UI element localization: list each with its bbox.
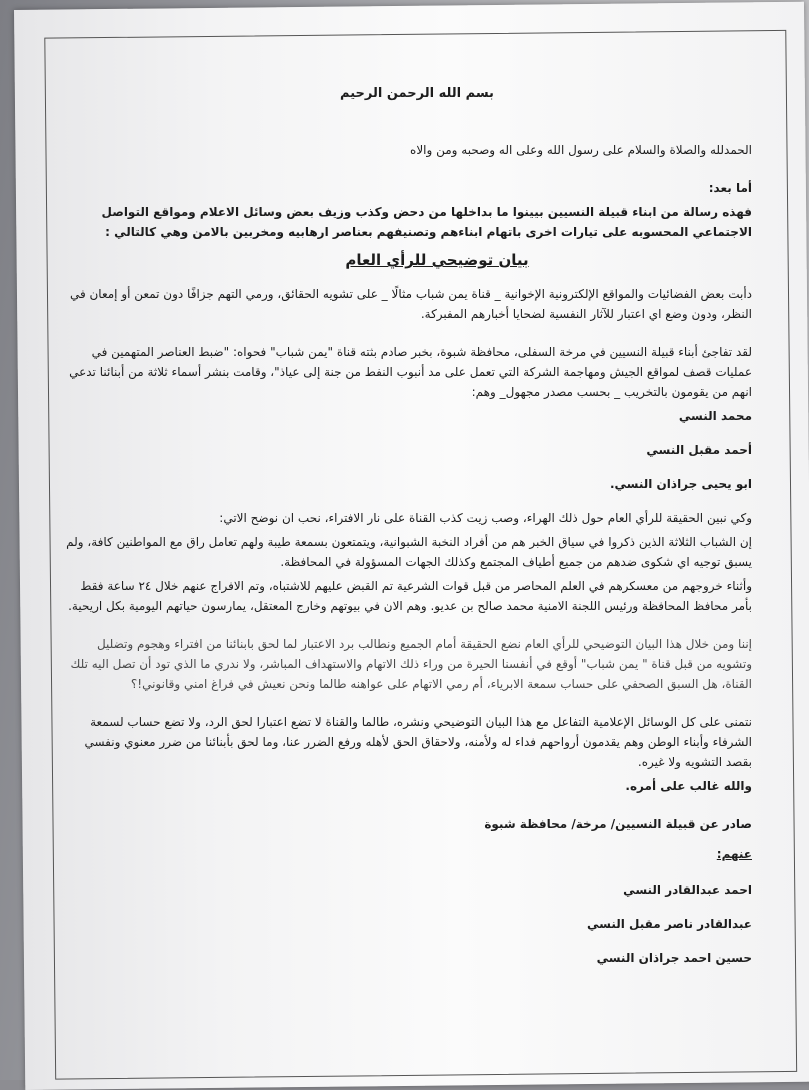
basmala: بسم الله الرحمن الرحيم bbox=[340, 86, 494, 101]
paragraph-1: دأبت بعض الفضائيات والمواقع الإلكترونية الإخوانية _ قناة يمن شباب مثالًا _ على تشويه الحقائق، ورمي التهم جزافًا دون تمعن أو إمعان في النظر، ودون وضع اي اعتبار للآثار النفسية لضحايا أخبارهم المفبركة. bbox=[69, 287, 752, 321]
accused-name-2: أحمد مقبل النسي bbox=[646, 443, 752, 457]
paragraph-3: وكي نبين الحقيقة للرأي العام حول ذلك الهراء، وصب زيت كذب القناة على نار الافتراء، نحب ان نوضح الاتي: bbox=[219, 511, 752, 525]
signatory-2: عبدالقادر ناصر مقبل النسي bbox=[586, 917, 752, 931]
intro-paragraph: فهذه رسالة من ابناء قبيلة النسيين بيينوا ما بداخلها من دحض وكذب وزيف بعض وسائل الاعلام ومواقع التواصل الاجتماعي المحسوبه على تيارات اخرى باتهام ابناءهم وتصنيفهم بعناصر ارهابيه ومخربين بالامن وهي كالتالي : bbox=[101, 205, 752, 239]
paragraph-4: إن الشباب الثلاثة الذين ذكروا في سياق الخبر هم من أفراد النخبة الشبوانية، ويتمتعون بسمعة طيبة ولهم تعامل راق مع المواطنين كافة، ولم يسبق توجيه اي شكوى ضدهم من جميع أطياف المجتمع وكذلك الجهات المسؤولة في المحافظة. bbox=[66, 535, 752, 569]
closing-line: والله غالب على أمره. bbox=[625, 779, 752, 793]
issuer-line: صادر عن قبيلة النسيين/ مرخة/ محافظة شبوة bbox=[484, 817, 752, 831]
statement-heading bbox=[62, 250, 752, 270]
statement-heading-text: بيان توضيحي للرأي العام bbox=[345, 251, 529, 269]
greeting: الحمدلله والصلاة والسلام على رسول الله وعلى اله وصحبه ومن والاه bbox=[410, 143, 752, 157]
signatory-3: حسين احمد جراذان النسي bbox=[596, 951, 752, 965]
paragraph-7: نتمنى على كل الوسائل الإعلامية التفاعل مع هذا البيان التوضيحي ونشره، طالما والقناة لا تضع اعتبارا لحق الرد، ولا تضع حساب لسمعة الشرفاء وأبناء الوطن وهم يقدمون أرواحهم فداء له ولأمنه، ولاحقاق الحق لأهله ورفع الضرر عنا، وما لحق بأبنائنا من ضرر معنوي ونفسي بقصد التشويه ولا غيره. bbox=[84, 715, 752, 769]
paragraph-5: وأثناء خروجهم من معسكرهم في العلم المحاصر من قبل قوات الشرعية تم القبض عليهم للاشتباه، وتم الافراج عنهم خلال ٢٤ ساعة فقط بأمر محافظ المحافظة ورئيس اللجنة الامنية محمد صالح بن عديو. وهم الان في بيوتهم وخارج المعتقل، يمارسون حياتهم اليومية بكل اريحية. bbox=[68, 579, 752, 613]
paragraph-6: إننا ومن خلال هذا البيان التوضيحي للرأي العام نضع الحقيقة أمام الجميع ونطالب برد الاعتبار لما لحق بابنائنا من افتراء وهجوم وتضليل وتشويه من قبل قناة " يمن شباب" أوقع في أنفسنا الحيرة من وراء ذلك الاتهام والاستهداف المباشر، ولا ندري ما الذي تود أن تصل اليه تلك القناة، هل السبق الصحفي على حساب سمعة الابرياء، أم رمي الاتهام على عواهنه طالما ونحن نعيش في فراغ امني وقانوني!؟ bbox=[70, 637, 752, 691]
accused-name-1: محمد النسي bbox=[678, 409, 752, 423]
on-behalf-label: عنهم: bbox=[716, 847, 752, 861]
paragraph-2: لقد تفاجئ أبناء قبيلة النسيين في مرخة السفلى، محافظة شبوة، بخبر صادم بثته قناة "يمن شباب" فحواه: "ضبط العناصر المتهمين في عمليات قصف لمواقع الجيش ومهاجمة الشركة التي تعمل على مد أنبوب النفط من جنة إلى عياذ"، وقامت بنشر أسماء ثلاثة من أبنائنا تدعي انهم من يقومون بالتخريب _ بحسب مصدر مجهول_ وهم: bbox=[69, 345, 752, 399]
amma-baad: أما بعد: bbox=[708, 181, 752, 195]
letter-body bbox=[62, 84, 752, 982]
signatory-1: احمد عبدالقادر النسي bbox=[623, 883, 752, 897]
accused-name-3: ابو يحيى جراذان النسي. bbox=[609, 477, 752, 491]
